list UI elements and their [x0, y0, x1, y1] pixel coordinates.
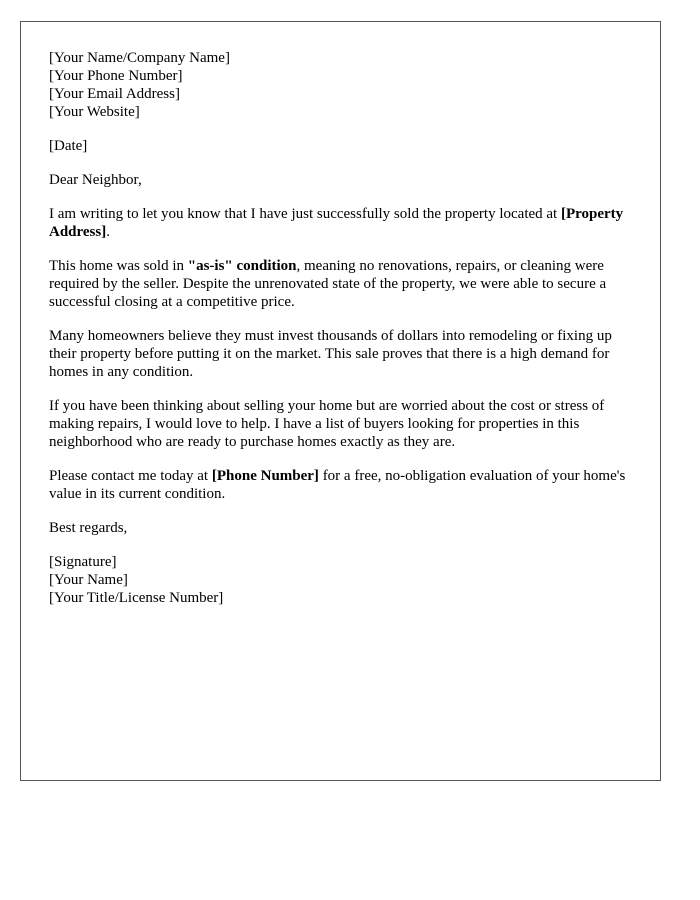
- text: This home was sold in: [49, 258, 188, 274]
- phone-number: [Phone Number]: [211, 468, 319, 484]
- paragraph-demand: Many homeowners believe they must invest thousands of dollars into remodeling or fixing up their property before putting it on the market. This sale proves that there is a high demand for homes in any condition.: [49, 328, 612, 380]
- signature: [Signature]: [49, 554, 117, 570]
- closing: Best regards,: [49, 520, 128, 536]
- text: .: [106, 224, 110, 240]
- paragraph-contact: [49, 467, 632, 503]
- signer-name: [Your Name]: [49, 572, 128, 588]
- paragraph-as-is: [49, 257, 632, 311]
- text: , meaning no renovations, repairs, or cleaning were required by the seller. Despite the unrenovated state of the property, we were able to secure a successful closing at a competitive price.: [49, 258, 607, 310]
- sender-website: [Your Website]: [49, 104, 140, 120]
- signer-title: [Your Title/License Number]: [49, 590, 224, 606]
- sender-email: [Your Email Address]: [49, 86, 180, 102]
- sender-name: [Your Name/Company Name]: [49, 50, 230, 66]
- text: Please contact me today at: [49, 468, 212, 484]
- paragraph-offer: If you have been thinking about selling your home but are worried about the cost or stress of making repairs, I would love to help. I have a list of buyers looking for properties in this neighborhood who are ready to purchase homes exactly as they are.: [49, 398, 605, 450]
- sender-phone: [Your Phone Number]: [49, 68, 183, 84]
- letter-date: [Date]: [49, 138, 88, 154]
- text: I am writing to let you know that I have just successfully sold the property located at: [49, 206, 561, 222]
- signature-block: [49, 553, 632, 607]
- salutation: Dear Neighbor,: [49, 172, 142, 188]
- letter-page: [20, 21, 661, 781]
- as-is-condition: "as-is" condition: [187, 258, 297, 274]
- property-address: [Property Address]: [49, 206, 624, 240]
- paragraph-sold-property: [49, 205, 632, 241]
- text: for a free, no-obligation evaluation of your home's value in its current condition.: [49, 468, 626, 502]
- sender-block: [49, 49, 632, 121]
